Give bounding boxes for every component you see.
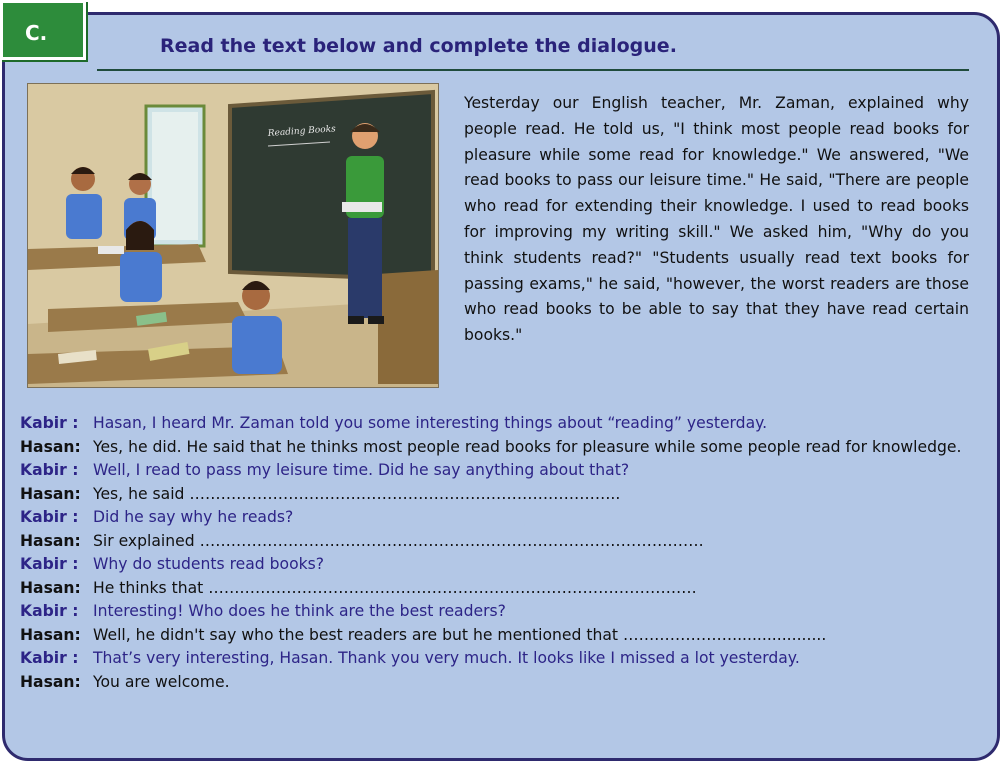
dialogue-text: Well, he didn't say who the best readers are but he mentioned that …………………...................	[93, 625, 827, 644]
speaker-name: Hasan:	[20, 672, 81, 691]
dialogue-line	[20, 671, 980, 695]
dialogue-line	[20, 459, 980, 483]
speaker-name: Hasan:	[20, 484, 81, 503]
dialogue	[20, 412, 980, 694]
classroom-illustration	[27, 83, 439, 388]
dialogue-text: Hasan, I heard Mr. Zaman told you some interesting things about “reading” yesterday.	[93, 414, 768, 432]
dialogue-text: Why do students read books?	[93, 555, 325, 573]
dialogue-line	[20, 506, 980, 530]
dialogue-text: Did he say why he reads?	[93, 508, 294, 526]
speaker-name: Hasan:	[20, 625, 81, 644]
dialogue-line	[20, 600, 980, 624]
speaker-name: Kabir :	[20, 602, 79, 620]
speaker-name: Hasan:	[20, 531, 81, 550]
dialogue-line	[20, 436, 980, 460]
speaker-name: Kabir :	[20, 461, 79, 479]
speaker-name: Kabir :	[20, 508, 79, 526]
dialogue-text: Interesting! Who does he think are the best readers?	[93, 602, 506, 620]
dialogue-text: He thinks that ………………………………………………………………………………….	[93, 578, 697, 597]
section-label: C.	[0, 0, 86, 60]
dialogue-line	[20, 577, 980, 601]
speaker-name: Kabir :	[20, 555, 79, 573]
dialogue-line	[20, 624, 980, 648]
dialogue-text: Yes, he said ………………………………………………………………………..	[93, 484, 621, 503]
speaker-name: Kabir :	[20, 414, 79, 432]
dialogue-line	[20, 553, 980, 577]
dialogue-text: That’s very interesting, Hasan. Thank you very much. It looks like I missed a lot yesterday.	[93, 649, 800, 667]
dialogue-text: You are welcome.	[93, 672, 230, 691]
heading-underline	[97, 69, 969, 71]
dialogue-line	[20, 412, 980, 436]
dialogue-line	[20, 483, 980, 507]
speaker-name: Hasan:	[20, 437, 81, 456]
board-text: Reading Books	[267, 124, 337, 139]
speaker-name: Hasan:	[20, 578, 81, 597]
dialogue-line	[20, 647, 980, 671]
dialogue-text: Sir explained …………………………………………………………………………………….	[93, 531, 704, 550]
speaker-name: Kabir :	[20, 649, 79, 667]
dialogue-line	[20, 530, 980, 554]
dialogue-text: Yes, he did. He said that he thinks most people read books for pleasure while some people read for knowledge.	[93, 437, 962, 456]
dialogue-text: Well, I read to pass my leisure time. Did he say anything about that?	[93, 461, 630, 479]
exercise-heading: Read the text below and complete the dialogue.	[160, 35, 677, 57]
reading-passage: Yesterday our English teacher, Mr. Zaman, explained why people read. He told us, "I think most people read books for pleasure while some read for knowledge." We answered, "We read books to pass our leisure time." He said, "There are people who read for extending their knowledge. I used to read books for improving my writing skill." We asked him, "Why do you think students read?" "Students usually read text books for passing exams," he said, "however, the worst readers are those who read books to be able to say that they have read certain books."	[464, 94, 969, 345]
